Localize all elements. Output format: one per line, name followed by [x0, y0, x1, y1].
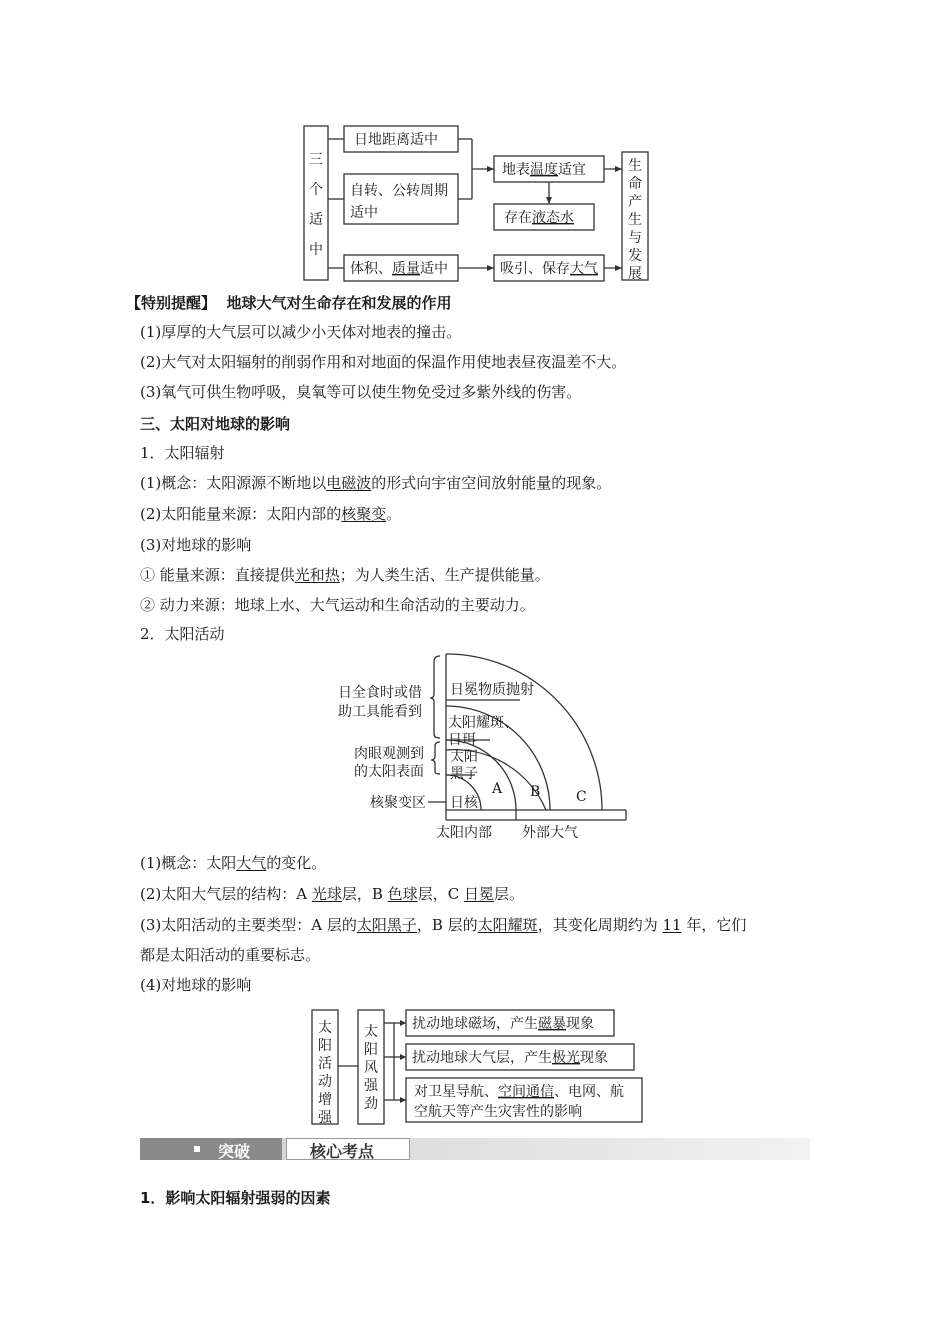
svg-text:日珥: 日珥	[448, 732, 476, 748]
svg-text:吸引、保存大气: 吸引、保存大气	[500, 261, 598, 277]
subsection-activity: 2．太阳活动	[140, 625, 225, 643]
activity-types-cont: 都是太阳活动的重要标志。	[140, 946, 321, 964]
svg-text:展: 展	[628, 266, 642, 282]
svg-text:适中: 适中	[350, 205, 378, 221]
svg-text:命: 命	[628, 176, 642, 192]
svg-text:空航天等产生灾害性的影响: 空航天等产生灾害性的影响	[414, 1104, 582, 1120]
svg-text:个: 个	[309, 182, 323, 198]
svg-text:自转、公转周期: 自转、公转周期	[350, 183, 448, 199]
svg-text:产: 产	[628, 194, 642, 210]
svg-text:太阳耀斑、: 太阳耀斑、	[448, 715, 518, 731]
svg-text:体积、质量适中: 体积、质量适中	[350, 261, 448, 277]
subsection-radiation: 1．太阳辐射	[140, 444, 225, 462]
svg-text:阳: 阳	[318, 1038, 332, 1054]
radiation-source: (2)太阳能量来源：太阳内部的核聚变。	[140, 505, 402, 523]
svg-text:核聚变区: 核聚变区	[370, 795, 426, 811]
factors-heading: 1．影响太阳辐射强弱的因素	[140, 1189, 331, 1207]
banner-left-label: 突破	[218, 1142, 251, 1161]
svg-text:对卫星导航、空间通信、电网、航: 对卫星导航、空间通信、电网、航	[414, 1084, 624, 1100]
svg-text:强: 强	[364, 1078, 378, 1094]
atmosphere-structure: (2)太阳大气层的结构：A 光球层，B 色球层，C 日冕层。	[140, 885, 524, 903]
activity-effect-title: (4)对地球的影响	[140, 976, 252, 994]
svg-text:扰动地球磁场，产生磁暴现象: 扰动地球磁场，产生磁暴现象	[412, 1016, 594, 1032]
svg-text:黑子: 黑子	[450, 766, 478, 782]
svg-text:地表温度适宜: 地表温度适宜	[502, 162, 586, 178]
tip-item-1: (1)厚厚的大气层可以减少小天体对地表的撞击。	[140, 323, 462, 341]
svg-text:的太阳表面: 的太阳表面	[354, 764, 424, 780]
svg-text:风: 风	[364, 1060, 378, 1076]
svg-text:助工具能看到: 助工具能看到	[338, 704, 422, 720]
svg-text:太阳内部: 太阳内部	[436, 825, 492, 841]
svg-text:肉眼观测到: 肉眼观测到	[354, 746, 424, 762]
svg-text:外部大气: 外部大气	[522, 825, 578, 841]
svg-text:强: 强	[318, 1110, 332, 1126]
section-title: 三、太阳对地球的影响	[140, 415, 291, 433]
activity-types: (3)太阳活动的主要类型：A 层的太阳黑子，B 层的太阳耀斑，其变化周期约为 11 年，它们	[140, 916, 747, 934]
svg-text:活: 活	[318, 1056, 332, 1072]
effect-energy: ① 能量来源：直接提供光和热；为人类生活、生产提供能量。	[140, 566, 550, 584]
svg-text:生: 生	[628, 212, 642, 228]
tip-item-3: (3)氧气可供生物呼吸，臭氧等可以使生物免受过多紫外线的伤害。	[140, 383, 582, 401]
svg-text:扰动地球大气层，产生极光现象: 扰动地球大气层，产生极光现象	[412, 1050, 608, 1066]
radiation-concept: (1)概念：太阳源源不断地以电磁波的形式向宇宙空间放射能量的现象。	[140, 474, 612, 492]
svg-text:太: 太	[364, 1024, 378, 1040]
activity-concept: (1)概念：太阳大气的变化。	[140, 854, 327, 872]
svg-text:适: 适	[309, 212, 323, 228]
svg-text:劲: 劲	[364, 1096, 378, 1112]
layer-b-label: B	[530, 784, 541, 800]
svg-text:生: 生	[628, 158, 642, 174]
tip-item-2: (2)大气对太阳辐射的削弱作用和对地面的保温作用使地表昼夜温差不大。	[140, 353, 627, 371]
sun-structure-diagram	[330, 650, 640, 845]
tip-heading: 【特别提醒】 地球大气对生命存在和发展的作用	[126, 294, 452, 312]
banner-right-label: 核心考点	[310, 1142, 375, 1161]
habitability-diagram	[300, 122, 660, 284]
section-banner	[140, 1136, 810, 1162]
svg-text:日核: 日核	[450, 795, 478, 811]
svg-text:日全食时或借: 日全食时或借	[338, 685, 422, 701]
svg-text:阳: 阳	[364, 1042, 378, 1058]
banner-dark-block	[140, 1138, 282, 1160]
svg-text:存在液态水: 存在液态水	[504, 210, 574, 226]
distance-label: 日地距离适中	[354, 132, 438, 148]
banner-square-icon	[194, 1146, 200, 1152]
svg-text:动: 动	[318, 1074, 332, 1090]
layer-a-label: A	[492, 781, 503, 797]
svg-text:中: 中	[309, 242, 323, 258]
solar-impact-diagram	[306, 1006, 652, 1130]
svg-text:发: 发	[628, 248, 642, 264]
svg-text:日冕物质抛射: 日冕物质抛射	[450, 682, 534, 698]
svg-text:增: 增	[318, 1092, 332, 1108]
effect-title: (3)对地球的影响	[140, 536, 252, 554]
svg-text:与: 与	[628, 230, 642, 246]
svg-text:三: 三	[309, 152, 323, 168]
svg-text:太: 太	[318, 1020, 332, 1036]
svg-text:太阳: 太阳	[450, 749, 478, 765]
layer-c-label: C	[576, 789, 587, 805]
effect-power: ② 动力来源：地球上水、大气运动和生命活动的主要动力。	[140, 596, 535, 614]
